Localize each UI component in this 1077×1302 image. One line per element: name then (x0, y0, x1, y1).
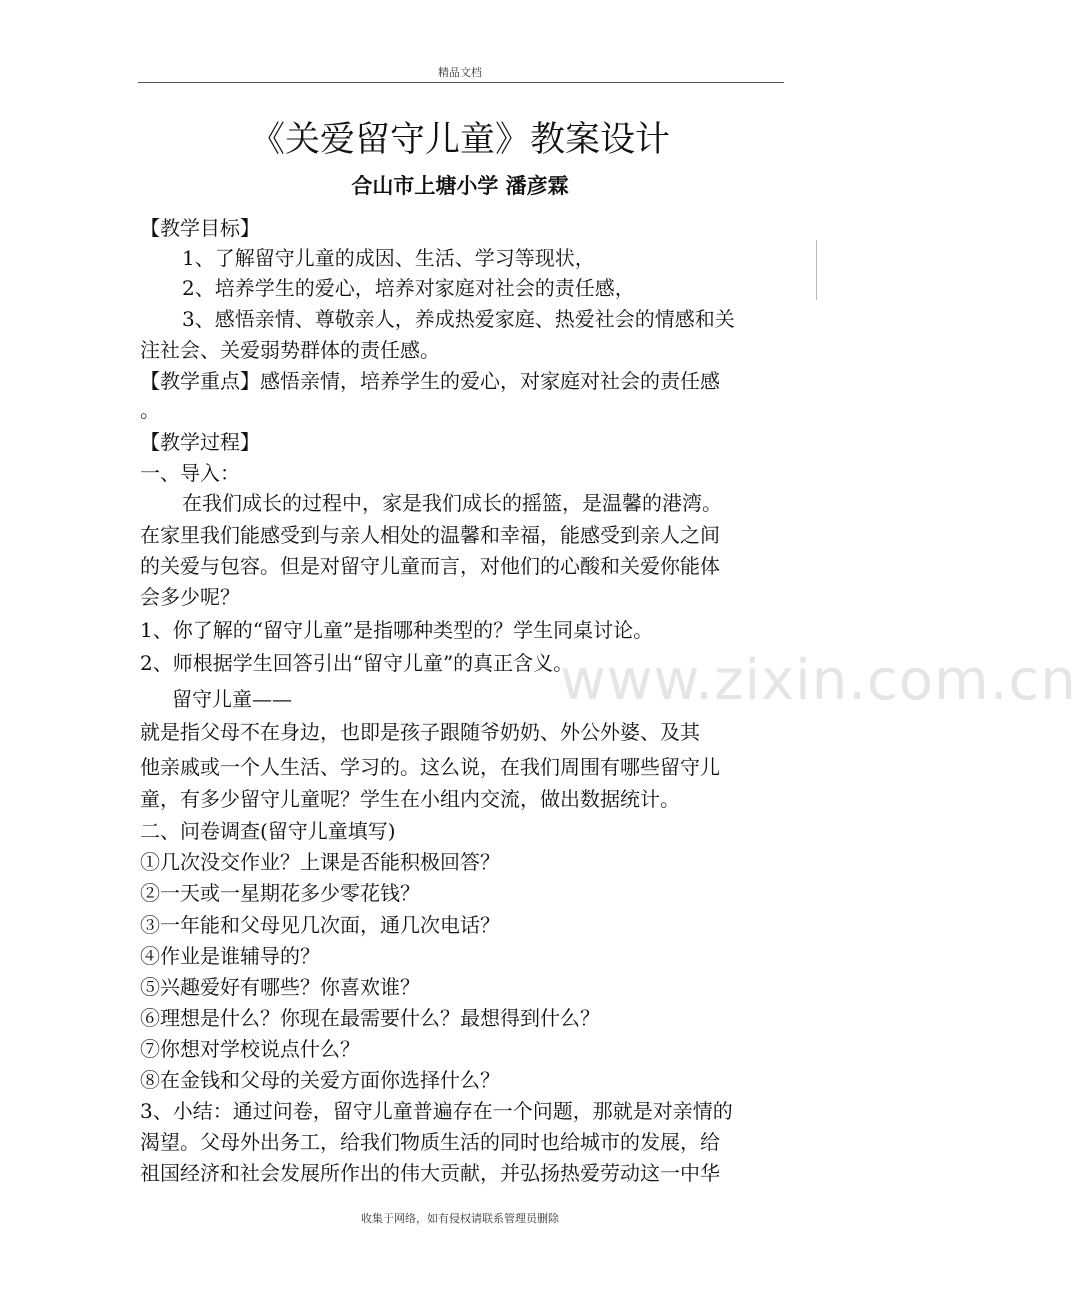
question-1: 1、你了解的“留守儿童”是指哪种类型的？学生同桌讨论。 (140, 618, 654, 642)
goal-item-3-line-1: 3、感悟亲情、尊敬亲人，养成热爱家庭、热爱社会的情感和关 (182, 307, 735, 331)
definition-line-3: 童，有多少留守儿童呢？学生在小组内交流，做出数据统计。 (140, 787, 680, 811)
header-divider (138, 82, 784, 83)
goals-heading: 【教学目标】 (140, 216, 260, 240)
survey-item-5: ⑤兴趣爱好有哪些？你喜欢谁？ (140, 975, 420, 999)
survey-item-4: ④作业是谁辅导的？ (140, 944, 320, 968)
definition-line-2: 他亲戚或一个人生活、学习的。这么说，在我们周围有哪些留守儿 (140, 755, 720, 779)
survey-item-6: ⑥理想是什么？你现在最需要什么？最想得到什么？ (140, 1006, 600, 1030)
intro-heading: 一、导入： (140, 461, 240, 485)
document-title: 《关爱留守儿童》教案设计 (249, 120, 670, 160)
definition-line-1: 就是指父母不在身边，也即是孩子跟随爷奶奶、外公外婆、及其 (140, 720, 700, 744)
definition-term: 留守儿童—— (172, 687, 292, 711)
summary-line-2: 渴望。父母外出务工，给我们物质生活的同时也给城市的发展，给 (140, 1130, 720, 1154)
survey-item-1: ①几次没交作业？上课是否能积极回答？ (140, 850, 500, 874)
goal-item-1: 1、了解留守儿童的成因、生活、学习等现状， (182, 246, 595, 270)
survey-heading: 二、问卷调查(留守儿童填写) (140, 819, 396, 843)
intro-paragraph-line-3: 的关爱与包容。但是对留守儿童而言，对他们的心酸和关爱你能体 (140, 554, 720, 578)
goal-item-3-line-2: 注社会、关爱弱势群体的责任感。 (140, 338, 440, 362)
key-point-line-2: 。 (140, 398, 160, 422)
watermark: www.zixin.com.cn (560, 648, 1077, 713)
goal-item-2: 2、培养学生的爱心，培养对家庭对社会的责任感， (182, 276, 635, 300)
summary-line-3: 祖国经济和社会发展所作出的伟大贡献，并弘扬热爱劳动这一中华 (140, 1161, 720, 1185)
margin-mark (816, 240, 817, 300)
survey-item-2: ②一天或一星期花多少零花钱？ (140, 881, 420, 905)
intro-paragraph-line-2: 在家里我们能感受到与亲人相处的温馨和幸福，能感受到亲人之间 (140, 523, 720, 547)
question-2: 2、师根据学生回答引出“留守儿童”的真正含义。 (140, 651, 574, 675)
key-point-line-1: 【教学重点】感悟亲情，培养学生的爱心，对家庭对社会的责任感 (140, 369, 720, 393)
intro-paragraph-line-4: 会多少呢？ (140, 585, 240, 609)
process-heading: 【教学过程】 (140, 430, 260, 454)
page-header-text: 精品文档 (438, 66, 482, 79)
summary-line-1: 3、小结：通过问卷，留守儿童普遍存在一个问题，那就是对亲情的 (140, 1099, 733, 1123)
survey-item-3: ③一年能和父母见几次面，通几次电话？ (140, 913, 500, 937)
page-footer-text: 收集于网络，如有侵权请联系管理员删除 (361, 1212, 559, 1225)
intro-paragraph-line-1: 在我们成长的过程中，家是我们成长的摇篮，是温馨的港湾。 (182, 491, 722, 515)
survey-item-8: ⑧在金钱和父母的关爱方面你选择什么？ (140, 1068, 500, 1092)
survey-item-7: ⑦你想对学校说点什么？ (140, 1037, 360, 1061)
document-author: 合山市上塘小学 潘彦霖 (351, 174, 569, 198)
